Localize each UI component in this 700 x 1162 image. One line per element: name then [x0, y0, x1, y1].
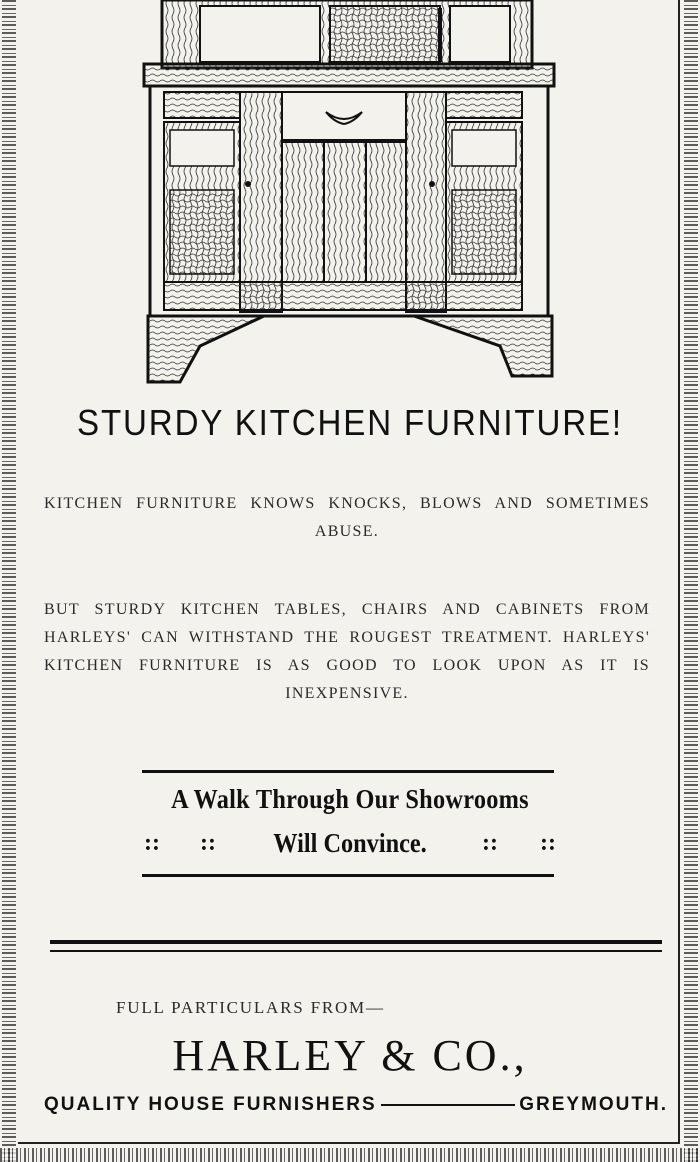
tagline	[44, 1094, 668, 1116]
paragraph-knocks: KITCHEN FURNITURE KNOWS KNOCKS, BLOWS AND SOMETIMES ABUSE.	[44, 495, 650, 540]
frame-line-right	[678, 0, 680, 1144]
dots-4: ::	[540, 830, 556, 856]
rule-bottom	[142, 874, 554, 877]
page-border-left	[2, 0, 16, 1162]
tagline-right: GREYMOUTH.	[519, 1094, 668, 1115]
page-border-bottom	[0, 1148, 700, 1162]
company-name: HARLEY & CO.,	[172, 1031, 528, 1080]
kitchen-dresser-icon	[140, 0, 560, 390]
tagline-left: QUALITY HOUSE FURNISHERS	[44, 1094, 377, 1115]
dots-2: ::	[200, 830, 216, 856]
headline: STURDY KITCHEN FURNITURE!	[77, 402, 623, 443]
double-rule-lower	[50, 950, 662, 952]
frame-line-bottom	[18, 1142, 680, 1144]
tagline-dash	[381, 1104, 516, 1106]
double-rule-upper	[50, 940, 662, 944]
dots-3: ::	[482, 830, 498, 856]
paragraph-sturdy: BUT STURDY KITCHEN TABLES, CHAIRS AND CABINETS FROM HARLEYS' CAN WITHSTAND THE ROUGEST TREATMENT. HARLEYS' KITCHEN FURNITURE IS AS GOOD TO LOOK UPON AS IT IS INEXPENSIVE.	[44, 601, 650, 702]
convince-line: Will Convince.	[273, 828, 427, 858]
rule-top	[142, 770, 554, 773]
walk-line: A Walk Through Our Showrooms	[171, 784, 529, 814]
full-particulars: FULL PARTICULARS FROM—	[116, 998, 385, 1017]
page-border-right	[684, 0, 698, 1162]
dots-1: ::	[144, 830, 160, 856]
convince-row	[140, 828, 560, 868]
